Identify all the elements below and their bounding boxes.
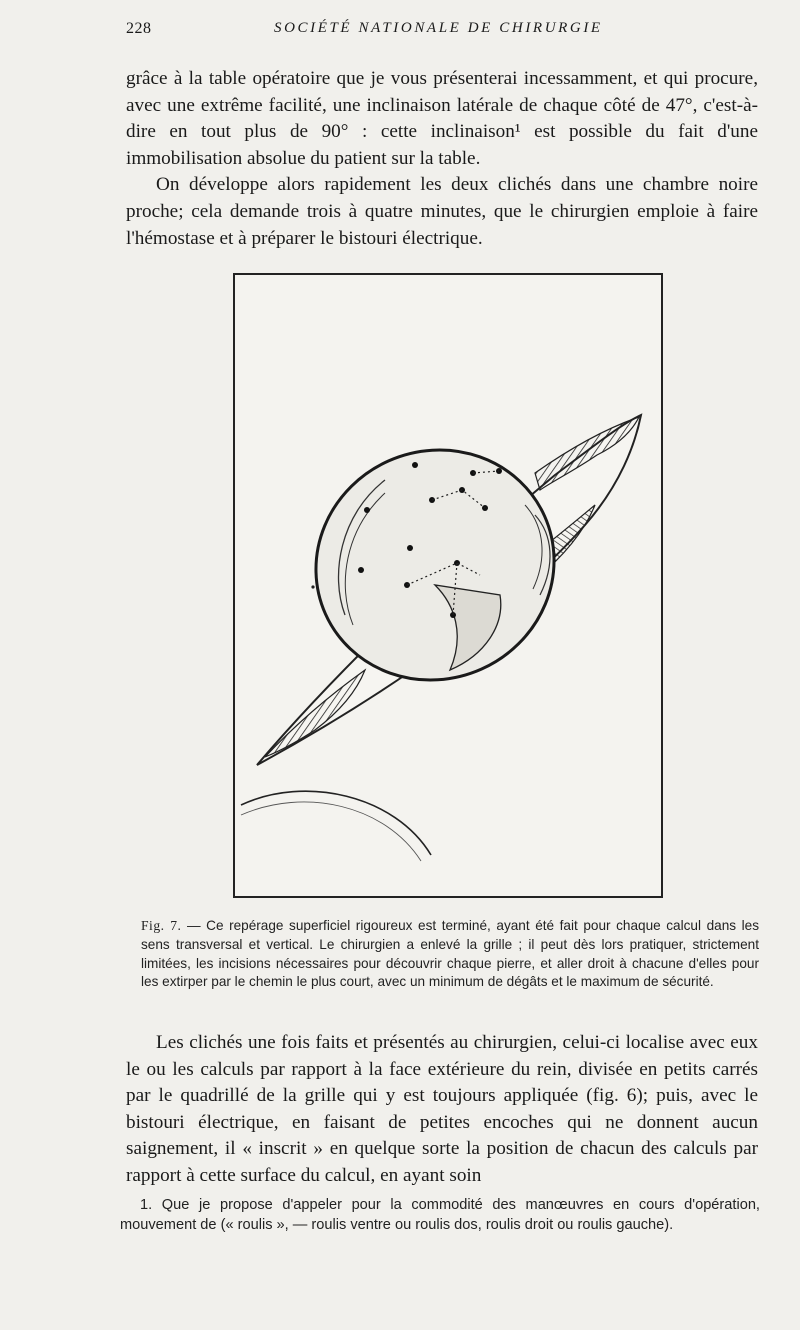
body-text-top (126, 66, 758, 252)
wound-edge-lower (265, 670, 365, 757)
adjacent-organ-arc (241, 791, 431, 855)
adjacent-organ-arc-inner (241, 802, 421, 861)
body-text-bottom (126, 1030, 758, 1190)
small-dot (311, 585, 314, 588)
figure-caption-text: — Ce repérage superficiel rigoureux est terminé, ayant été fait pour chaque calcul dans les sens transversal et vertical. Le chirurgien a enlevé la grille ; il peut dès lors pratiquer, strictement limitées, les incisions nécessaires pour découvrir chaque pierre, et aller droit à chacune d'elles pour les extirper par le chemin le plus court, avec un minimum de dégâts et le maximum de sécurité. (141, 918, 759, 990)
figure-label: Fig. 7. (141, 918, 182, 933)
kidney-body (279, 412, 591, 718)
paragraph-1: grâce à la table opératoire que je vous présenterai incessamment, et qui procure, avec une extrême facilité, une inclinaison latérale de chaque côté de 47°, c'est-à-dire en tout plus de 90° : cette inclinaison¹ est possible du fait d'une immobilisation absolue du patient sur la table. (126, 68, 758, 169)
footnote (120, 1196, 760, 1236)
kidney-drawing (235, 275, 661, 896)
paragraph-2: On développe alors rapidement les deux clichés dans une chambre noire proche; cela demande trois à quatre minutes, que le chirurgien emploie à faire l'hémostase et à préparer le bistouri électrique. (126, 174, 758, 249)
running-head (126, 20, 756, 44)
footnote-text: 1. Que je propose d'appeler pour la commodité des manœuvres en cours d'opération, mouvement de (« roulis », — roulis ventre ou roulis dos, roulis droit ou roulis gauche). (120, 1197, 760, 1233)
paragraph-3: Les clichés une fois faits et présentés au chirurgien, celui-ci localise avec eux le ou les calculs par rapport à la face extérieure du rein, divisée en petits carrés par le quadrillé de la grille qui y est toujours appliquée (fig. 6); puis, avec le bistouri électrique, en faisant de petites encoches qui ne donnent aucun saignement, il « inscrit » en quelque sorte la position de chacun des calculs par rapport à cette surface du calcul, en ayant soin (126, 1032, 758, 1186)
page-number: 228 (126, 20, 152, 37)
journal-title: SOCIÉTÉ NATIONALE DE CHIRURGIE (274, 20, 603, 36)
figure-caption (141, 917, 759, 992)
figure-7-illustration (233, 273, 663, 898)
